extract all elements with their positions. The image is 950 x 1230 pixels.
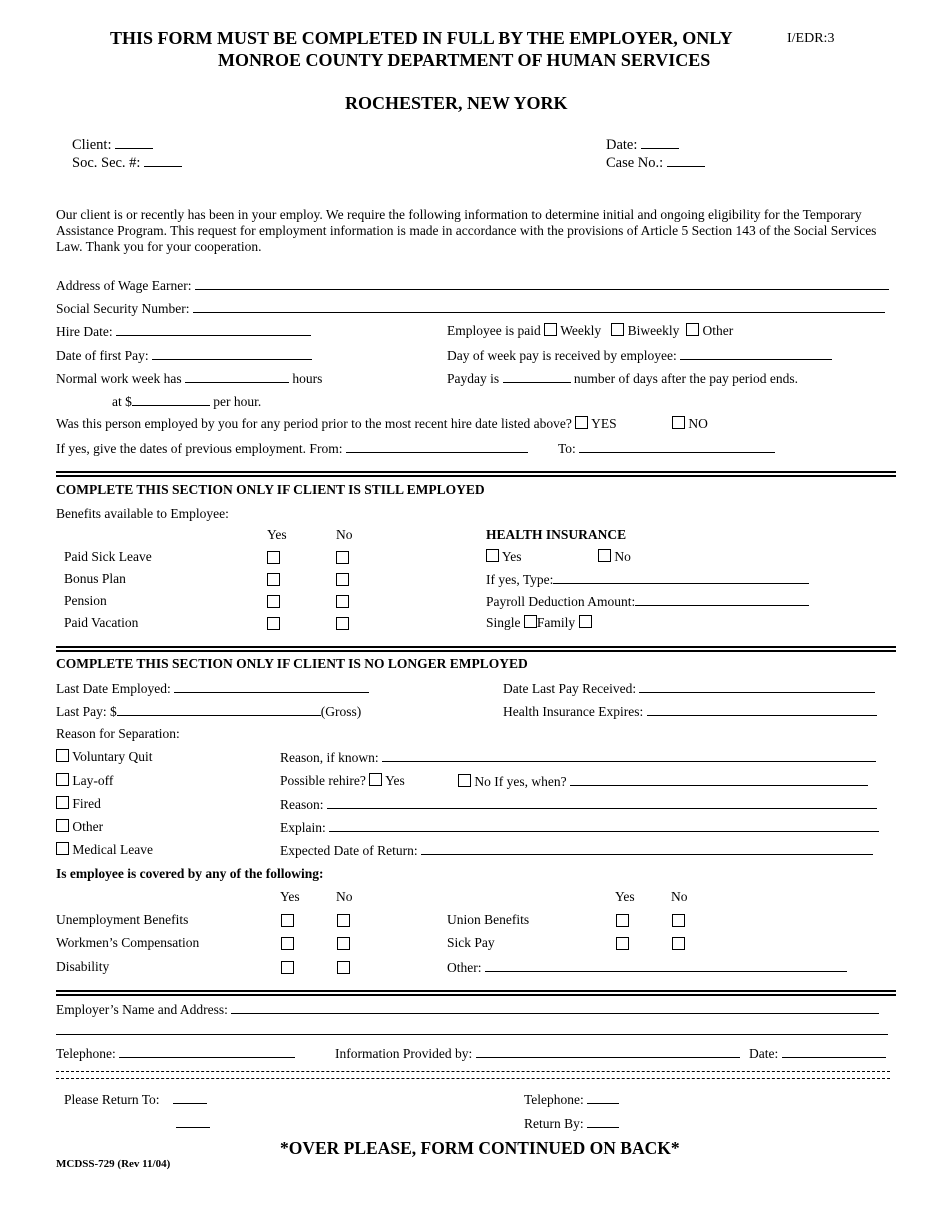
- payday-row: [447, 370, 798, 387]
- workmens-comp-label: Workmen’s Compensation: [56, 935, 200, 950]
- workmens-comp-no-checkbox[interactable]: [337, 937, 350, 950]
- work-week-label: Normal work week has: [56, 371, 182, 386]
- payday-after-label: number of days after the pay period ends.: [573, 371, 799, 386]
- single-label: Single: [486, 615, 521, 630]
- reason-fired: [56, 796, 101, 812]
- client-label-row: [72, 136, 153, 154]
- fired-checkbox[interactable]: [56, 796, 69, 809]
- header-line1: THIS FORM MUST BE COMPLETED IN FULL BY THE EMPLOYER, ONLY: [110, 28, 733, 48]
- hours-label: hours: [292, 371, 323, 386]
- unemployment-label: Unemployment Benefits: [56, 912, 189, 927]
- medical-leave-checkbox[interactable]: [56, 842, 69, 855]
- prior-no-row: [672, 416, 708, 432]
- date-label: Date:: [606, 137, 638, 153]
- other-reason-checkbox[interactable]: [56, 819, 69, 832]
- benefits-yes-header: Yes: [267, 527, 287, 542]
- return-to-row2: [176, 1115, 210, 1132]
- no-longer-heading: COMPLETE THIS SECTION ONLY IF CLIENT IS NO LONGER EMPLOYED: [56, 656, 528, 671]
- prior-row: [56, 416, 617, 432]
- fired-reason-row: [280, 796, 877, 813]
- client-field[interactable]: [115, 136, 153, 149]
- voluntary-quit-label: Voluntary Quit: [72, 749, 153, 764]
- case-field[interactable]: [667, 154, 705, 167]
- address-row: [56, 277, 889, 294]
- rate-row: [112, 393, 261, 410]
- covered-heading: Is employee is covered by any of the following:: [56, 866, 324, 881]
- sick-pay-no-checkbox[interactable]: [672, 937, 685, 950]
- first-pay-row: [56, 347, 312, 364]
- footer-telephone-label: Telephone:: [524, 1092, 584, 1107]
- employer-telephone-label: Telephone:: [56, 1046, 116, 1061]
- return-date-field[interactable]: [421, 842, 873, 855]
- return-to-field-2[interactable]: [176, 1115, 210, 1128]
- ssn2-row: [56, 300, 885, 317]
- vacation-no-checkbox[interactable]: [336, 617, 349, 630]
- family-checkbox[interactable]: [579, 615, 592, 628]
- covered-no-header-right: No: [671, 889, 688, 904]
- provided-by-row: [335, 1045, 740, 1062]
- prev-to-label: To:: [558, 441, 576, 456]
- unemployment-no-checkbox[interactable]: [337, 914, 350, 927]
- still-employed-heading: COMPLETE THIS SECTION ONLY IF CLIENT IS STILL EMPLOYED: [56, 482, 485, 497]
- reason-layoff: [56, 773, 113, 789]
- date-label-row: [606, 136, 679, 154]
- workmens-comp-yes-checkbox[interactable]: [281, 937, 294, 950]
- prior-yes-label: YES: [591, 416, 617, 431]
- ins-expires-row: [503, 703, 877, 720]
- return-by-field[interactable]: [587, 1115, 619, 1128]
- rehire-no-checkbox[interactable]: [458, 774, 471, 787]
- section-divider-3: [56, 990, 896, 996]
- weekly-checkbox[interactable]: [544, 323, 557, 336]
- header-line2: MONROE COUNTY DEPARTMENT OF HUMAN SERVICES: [218, 50, 711, 70]
- reason-voluntary: [56, 749, 153, 765]
- union-benefits-label: Union Benefits: [447, 912, 530, 927]
- ssn-field[interactable]: [144, 154, 182, 167]
- provided-date-label: Date:: [749, 1046, 779, 1061]
- ins-expires-label: Health Insurance Expires:: [503, 704, 644, 719]
- prior-no-checkbox[interactable]: [672, 416, 685, 429]
- other-coverage-row: [447, 959, 847, 976]
- benefit-label-bonus: Bonus Plan: [64, 571, 126, 586]
- health-yes-checkbox[interactable]: [486, 549, 499, 562]
- biweekly-label: Biweekly: [627, 323, 680, 338]
- covered-yes-header-right: Yes: [615, 889, 635, 904]
- employer-label: Employer’s Name and Address:: [56, 1002, 228, 1017]
- paid-row: [447, 323, 733, 339]
- weekly-label: Weekly: [560, 323, 602, 338]
- hire-date-field[interactable]: [116, 323, 311, 336]
- deduction-row: [486, 593, 809, 610]
- work-week-row: [56, 370, 322, 387]
- form-code: I/EDR:3: [787, 31, 835, 46]
- day-of-week-label: Day of week pay is received by employee:: [447, 348, 677, 363]
- provided-date-row: [749, 1045, 886, 1062]
- dashed-divider: [56, 1071, 890, 1079]
- date-field[interactable]: [641, 136, 679, 149]
- fired-label: Fired: [72, 796, 101, 811]
- sick-pay-label: Sick Pay: [447, 935, 495, 950]
- sick-yes-checkbox[interactable]: [267, 551, 280, 564]
- covered-yes-header: Yes: [280, 889, 300, 904]
- health-no-label: No: [614, 549, 631, 564]
- rehire-label: Possible rehire?: [280, 773, 366, 788]
- explain-field[interactable]: [329, 819, 879, 832]
- per-hour-label: per hour.: [213, 394, 262, 409]
- day-of-week-row: [447, 347, 832, 364]
- prev-to-field[interactable]: [579, 440, 775, 453]
- other-coverage-label: Other:: [447, 960, 482, 975]
- ins-expires-field[interactable]: [647, 703, 877, 716]
- return-by-row: [524, 1115, 619, 1132]
- sick-no-checkbox[interactable]: [336, 551, 349, 564]
- payday-field[interactable]: [503, 370, 571, 383]
- prev-dates-row: [56, 440, 528, 457]
- voluntary-quit-checkbox[interactable]: [56, 749, 69, 762]
- reason-other: [56, 819, 103, 835]
- address-label: Address of Wage Earner:: [56, 278, 192, 293]
- header-line3: ROCHESTER, NEW YORK: [345, 93, 568, 113]
- benefit-label-sick: Paid Sick Leave: [64, 549, 152, 564]
- reason-heading: Reason for Separation:: [56, 726, 180, 741]
- vacation-yes-checkbox[interactable]: [267, 617, 280, 630]
- section-divider-1: [56, 471, 896, 477]
- reason-medical: [56, 842, 153, 858]
- rehire-no-label: No: [474, 774, 491, 789]
- ssn2-field[interactable]: [193, 300, 885, 313]
- bonus-no-checkbox[interactable]: [336, 573, 349, 586]
- client-label: Client:: [72, 137, 112, 153]
- payday-label: Payday is: [447, 371, 500, 386]
- employer-field-line2[interactable]: [56, 1034, 888, 1035]
- last-pay-label: Last Pay: $: [56, 704, 117, 719]
- health-no-checkbox[interactable]: [598, 549, 611, 562]
- hire-date-row: [56, 323, 311, 340]
- other-reason-label: Other: [72, 819, 104, 834]
- return-date-label: Expected Date of Return:: [280, 843, 418, 858]
- deduction-field[interactable]: [635, 593, 809, 606]
- footer-telephone-row: [524, 1091, 619, 1108]
- employer-telephone-row: [56, 1045, 295, 1062]
- hire-date-label: Hire Date:: [56, 324, 113, 339]
- prior-question: Was this person employed by you for any period prior to the most recent hire date listed above?: [56, 416, 572, 431]
- deduction-label: Payroll Deduction Amount:: [486, 594, 636, 609]
- layoff-checkbox[interactable]: [56, 773, 69, 786]
- form-number: MCDSS-729 (Rev 11/04): [56, 1158, 171, 1170]
- case-label: Case No.:: [606, 155, 664, 171]
- last-pay-received-field[interactable]: [639, 680, 875, 693]
- covered-no-header: No: [336, 889, 353, 904]
- provided-by-label: Information Provided by:: [335, 1046, 473, 1061]
- last-date-row: [56, 680, 369, 697]
- prior-no-label: NO: [688, 416, 708, 431]
- provided-by-field[interactable]: [476, 1045, 740, 1058]
- bonus-yes-checkbox[interactable]: [267, 573, 280, 586]
- rehire-yes-checkbox[interactable]: [369, 773, 382, 786]
- rehire-no-row: [458, 773, 868, 790]
- ins-type-row: [486, 571, 809, 588]
- explain-row: [280, 819, 879, 836]
- coverage-row: [486, 615, 592, 631]
- reason-known-field[interactable]: [382, 749, 876, 762]
- prev-to-row: [558, 440, 775, 457]
- health-heading: HEALTH INSURANCE: [486, 527, 627, 542]
- disability-yes-checkbox[interactable]: [281, 961, 294, 974]
- explain-label: Explain:: [280, 820, 326, 835]
- prior-yes-checkbox[interactable]: [575, 416, 588, 429]
- single-checkbox[interactable]: [524, 615, 537, 628]
- medical-leave-label: Medical Leave: [72, 842, 153, 857]
- gross-label: (Gross): [320, 704, 362, 719]
- rate-field[interactable]: [132, 393, 210, 406]
- benefit-label-pension: Pension: [64, 593, 107, 608]
- other-pay-label: Other: [702, 323, 734, 338]
- return-by-label: Return By:: [524, 1116, 584, 1131]
- employer-field[interactable]: [231, 1001, 879, 1014]
- benefits-no-header: No: [336, 527, 353, 542]
- health-yes-label: Yes: [501, 549, 522, 564]
- unemployment-yes-checkbox[interactable]: [281, 914, 294, 927]
- address-field[interactable]: [195, 277, 889, 290]
- rehire-yes-label: Yes: [385, 773, 405, 788]
- return-date-row: [280, 842, 873, 859]
- disability-no-checkbox[interactable]: [337, 961, 350, 974]
- biweekly-checkbox[interactable]: [611, 323, 624, 336]
- rehire-row: [280, 773, 405, 789]
- ssn-label-row: [72, 154, 182, 172]
- pension-yes-checkbox[interactable]: [267, 595, 280, 608]
- ins-type-label: If yes, Type:: [486, 572, 554, 587]
- first-pay-field[interactable]: [152, 347, 312, 360]
- when-label: If yes, when?: [494, 774, 567, 789]
- ssn-label: Soc. Sec. #:: [72, 155, 141, 171]
- last-pay-field[interactable]: [117, 703, 321, 716]
- fired-reason-field[interactable]: [327, 796, 877, 809]
- reason-known-label: Reason, if known:: [280, 750, 379, 765]
- paid-label: Employee is paid: [447, 323, 541, 338]
- sick-pay-yes-checkbox[interactable]: [616, 937, 629, 950]
- benefits-label: Benefits available to Employee:: [56, 506, 229, 521]
- rehire-when-field[interactable]: [570, 773, 868, 786]
- family-label: Family: [536, 615, 576, 630]
- other-pay-checkbox[interactable]: [686, 323, 699, 336]
- footer-telephone-field[interactable]: [587, 1091, 619, 1104]
- last-pay-row: [56, 703, 361, 720]
- last-date-label: Last Date Employed:: [56, 681, 171, 696]
- fired-reason-label: Reason:: [280, 797, 324, 812]
- employer-row: [56, 1001, 879, 1018]
- prev-from-field[interactable]: [346, 440, 528, 453]
- first-pay-label: Date of first Pay:: [56, 348, 149, 363]
- employer-telephone-field[interactable]: [119, 1045, 295, 1058]
- section-divider-2: [56, 646, 896, 652]
- over-please: *OVER PLEASE, FORM CONTINUED ON BACK*: [280, 1138, 680, 1158]
- work-week-field[interactable]: [185, 370, 289, 383]
- union-yes-checkbox[interactable]: [616, 914, 629, 927]
- prev-dates-label: If yes, give the dates of previous employment. From:: [56, 441, 343, 456]
- disability-label: Disability: [56, 959, 110, 974]
- health-yes-row: [486, 549, 522, 565]
- return-to-row: [64, 1091, 207, 1108]
- union-no-checkbox[interactable]: [672, 914, 685, 927]
- return-to-label: Please Return To:: [64, 1092, 160, 1107]
- return-to-field[interactable]: [173, 1091, 207, 1104]
- provided-date-field[interactable]: [782, 1045, 886, 1058]
- pension-no-checkbox[interactable]: [336, 595, 349, 608]
- benefit-label-vacation: Paid Vacation: [64, 615, 139, 630]
- ins-type-field[interactable]: [553, 571, 809, 584]
- reason-known-row: [280, 749, 876, 766]
- rate-label: at $: [112, 394, 132, 409]
- last-date-field[interactable]: [174, 680, 369, 693]
- last-pay-received-label: Date Last Pay Received:: [503, 681, 637, 696]
- health-no-row: [598, 549, 631, 565]
- other-coverage-field[interactable]: [485, 959, 847, 972]
- layoff-label: Lay-off: [72, 773, 114, 788]
- day-of-week-field[interactable]: [680, 347, 832, 360]
- intro-paragraph: Our client is or recently has been in your employ. We require the following information to determine initial and ongoing eligibility for the Temporary Assistance Program. This request for employment information is made in accordance with the provisions of Article 5 Section 143 of the Social Services Law. Thank you for your cooperation.: [56, 207, 877, 254]
- last-pay-received-row: [503, 680, 875, 697]
- ssn2-label: Social Security Number:: [56, 301, 190, 316]
- case-label-row: [606, 154, 705, 172]
